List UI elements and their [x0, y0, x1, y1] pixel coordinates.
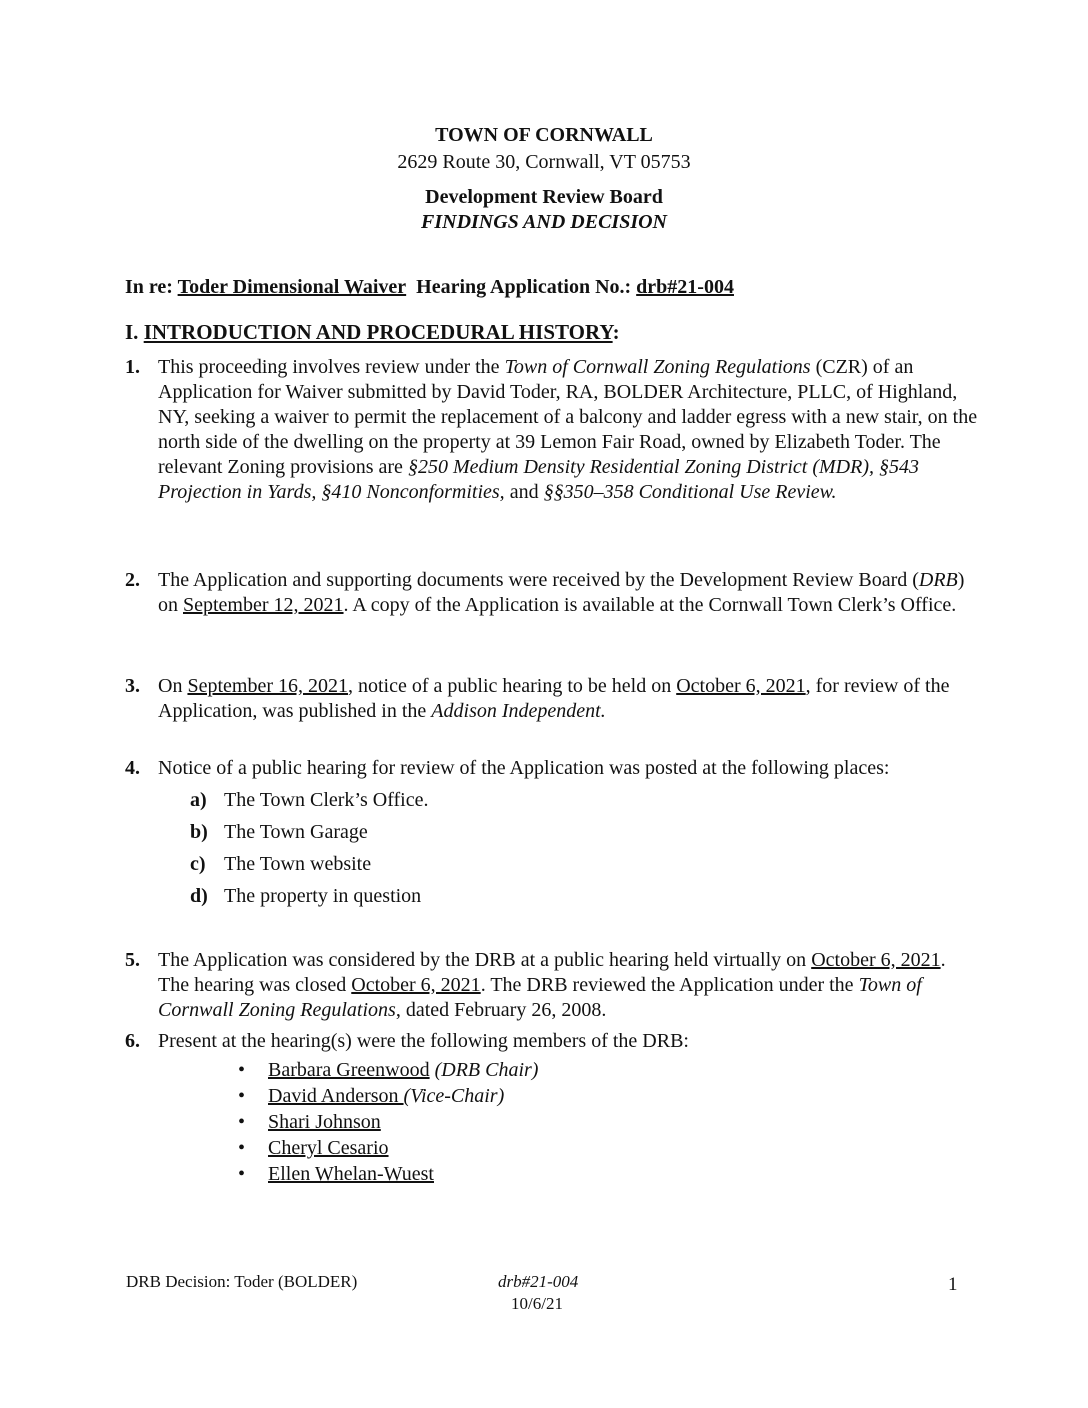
town-address: 2629 Route 30, Cornwall, VT 05753	[397, 151, 691, 173]
paragraph-6-number: 6.	[125, 1030, 140, 1052]
paragraph-3-number: 3.	[125, 675, 140, 697]
in-re-prefix: In re:	[125, 276, 173, 298]
notice-date: September 16, 2021	[187, 675, 348, 697]
application-label: Hearing Application No.:	[416, 276, 632, 298]
board-name: Development Review Board	[425, 186, 663, 208]
town-title: TOWN OF CORNWALL	[435, 124, 653, 146]
paragraph-1: This proceeding involves review under the Town of Cornwall Zoning Regulations (CZR) of an Application for Waiver submitted by David Toder, RA, BOLDER Architecture, PLLC, of Highland, NY, seeking a waiver to permit the replacement of a balcony and ladder egress with a new stair, on the north side of the dwelling on the property at 39 Lemon Fair Road, owned by Elizabeth Toder. The relevant Zoning provisions are §250 Medium Density Residential Zoning District (MDR), §543 Projection in Yards, §410 Nonconformities, and §§350–358 Conditional Use Review.	[158, 356, 978, 503]
zoning-regulations-title: Town of Cornwall Zoning Regulations	[504, 356, 811, 378]
page-number: 1	[948, 1274, 958, 1295]
conditional-use-provision: §§350–358 Conditional Use Review.	[543, 481, 837, 503]
member-item: • Barbara Greenwood (DRB Chair)	[238, 1059, 539, 1081]
paragraph-1-number: 1.	[125, 356, 140, 378]
footer-date: 10/6/21	[511, 1294, 563, 1313]
hearing-date: October 6, 2021	[676, 675, 806, 697]
bullet-icon: •	[238, 1137, 246, 1159]
newspaper-name: Addison Independent.	[431, 700, 606, 722]
section-number: I.	[125, 320, 139, 344]
paragraph-4: Notice of a public hearing for review of the Application was posted at the following places:	[158, 757, 890, 779]
matter-name: Toder Dimensional Waiver	[177, 276, 407, 298]
paragraph-5-number: 5.	[125, 949, 140, 971]
zoning-provisions: §250 Medium Density Residential Zoning District (MDR), §543 Projection in Yards, §410 Nonconformities,	[158, 456, 919, 503]
bullet-icon: •	[238, 1111, 246, 1133]
paragraph-5: The Application was considered by the DRB at a public hearing held virtually on October 6, 2021. The hearing was closed October 6, 2021. The DRB reviewed the Application under the Town of Cornwall Zoning Regulations, dated February 26, 2008.	[158, 949, 946, 1021]
received-date: September 12, 2021	[183, 594, 344, 616]
bullet-icon: •	[238, 1085, 246, 1107]
hearing-held-date: October 6, 2021	[811, 949, 941, 971]
paragraph-6: Present at the hearing(s) were the following members of the DRB:	[158, 1030, 689, 1052]
bullet-icon: •	[238, 1163, 246, 1185]
paragraph-2-number: 2.	[125, 569, 140, 591]
section-title: INTRODUCTION AND PROCEDURAL HISTORY	[143, 320, 613, 344]
member-item: • Ellen Whelan-Wuest	[238, 1163, 434, 1185]
document-page: TOWN OF CORNWALL 2629 Route 30, Cornwall, VT 05753 Development Review Board FINDINGS AND DECISION In re: Toder Dimensional Waiver Hearing Application No.: drb#21-004 I. INTRODUCTION AND PROCEDURAL HISTORY: 1. This proceeding involves review under the Town of Cornwall Zoning Regulations (CZR) of an Application for Waiver submitted by David Toder, RA, BOLDER Architecture, PLLC, of Highland, NY, seeking a waiver to permit the replacement of a balcony and ladder egress with a new stair, on the north side of the dwelling on the property at 39 Lemon Fair Road, owned by Elizabeth Toder. The relevant Zoning provisions are §250 Medium Density Residential Zoning District (MDR), §543 Projection in Yards, §410 Nonconformities, and §§350–358 Conditional Use Review. 2. The Application and supporting documents were received by the Development Review Board (DRB) on September 12, 2021. A copy of the Application is available at the Cornwall Town Clerk’s Office. 3. On September 16, 2021, notice of a public hearing to be held on October 6, 2021, for review of the Application, was published in the Addison Independent. 4. Notice of a public hearing for review of the Application was posted at the following places: a) The Town Clerk’s Office. b) The Town Garage c) The Town website d) The property in question 5. The Application was considered by the DRB at a public hearing held virtually on October 6, 2021. The hearing was closed October 6, 2021. The DRB reviewed the Application under the Town of Cornwall Zoning Regulations, dated February 26, 2008. 6. Present at the hearing(s) were the following members of the DRB: • Barbara Greenwood (DRB Chair) • David Anderson (Vice-Chair) • Shari Johnson • Cheryl Cesario • Ellen Whelan-Wuest DRB Decision: Toder (BOLDER) drb#21-004 10/6/21 1	[0, 0, 1088, 1408]
bullet-icon: •	[238, 1059, 246, 1081]
paragraph-2: The Application and supporting documents were received by the Development Review Board (DRB) on September 12, 2021. A copy of the Application is available at the Cornwall Town Clerk’s Office.	[158, 569, 965, 616]
application-number: drb#21-004	[636, 276, 734, 298]
paragraph-3: On September 16, 2021, notice of a public hearing to be held on October 6, 2021, for review of the Application, was published in the Addison Independent.	[158, 675, 950, 722]
paragraph-4-number: 4.	[125, 757, 140, 779]
footer-left: DRB Decision: Toder (BOLDER)	[126, 1272, 358, 1291]
in-re-line	[125, 276, 734, 299]
footer-application-number: drb#21-004	[498, 1272, 579, 1291]
section-heading: I. INTRODUCTION AND PROCEDURAL HISTORY:	[125, 320, 620, 344]
member-item: • David Anderson (Vice-Chair)	[238, 1085, 505, 1107]
member-item: • Shari Johnson	[238, 1111, 381, 1133]
member-item: • Cheryl Cesario	[238, 1137, 389, 1159]
document-type: FINDINGS AND DECISION	[421, 211, 667, 233]
hearing-closed-date: October 6, 2021	[351, 974, 481, 996]
